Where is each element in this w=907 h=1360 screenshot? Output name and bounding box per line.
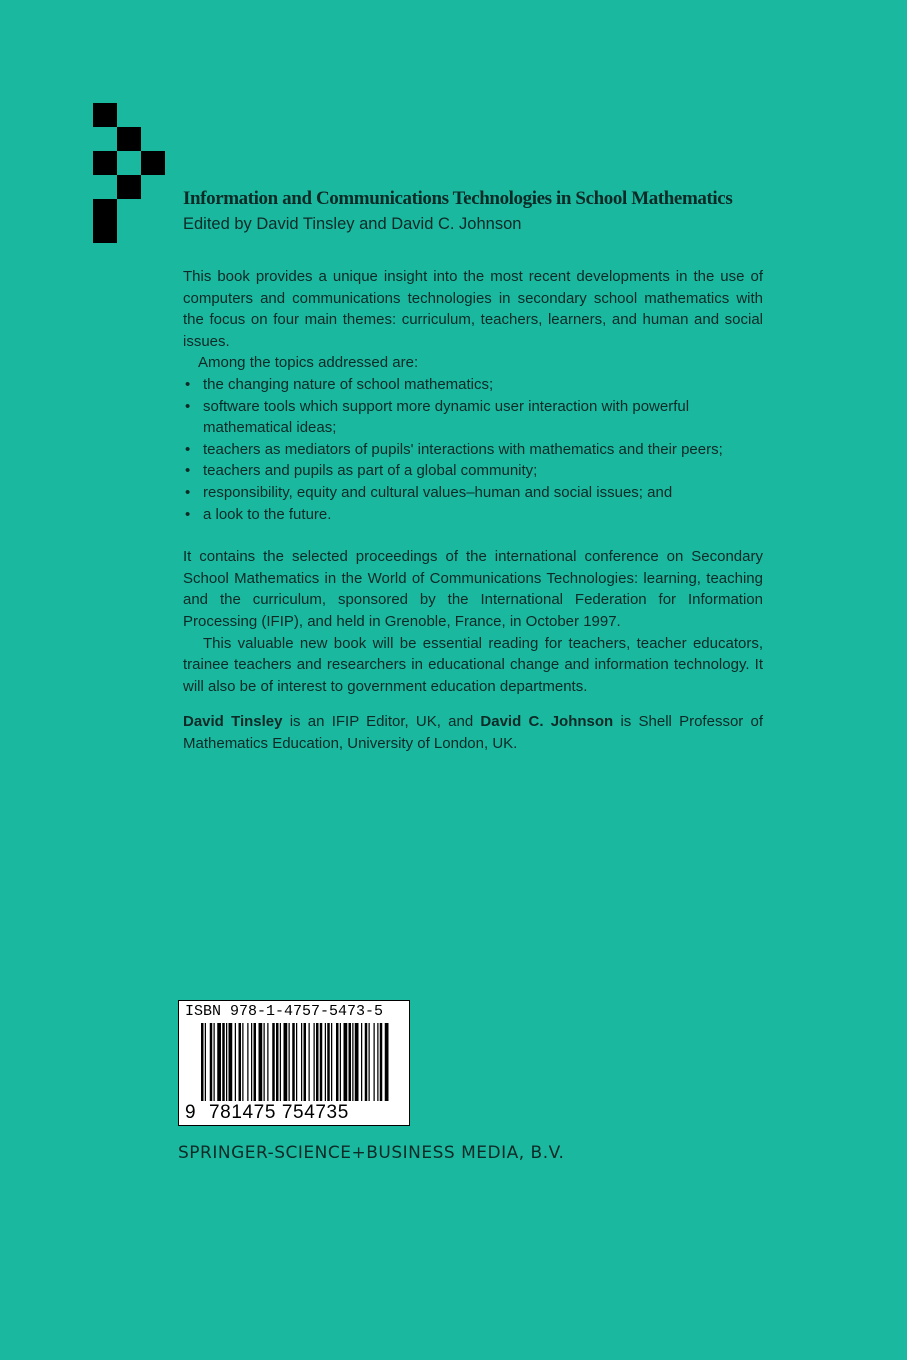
barcode-bars-icon bbox=[201, 1023, 391, 1101]
barcode-bar bbox=[301, 1023, 302, 1101]
book-editors: Edited by David Tinsley and David C. Johnson bbox=[183, 215, 522, 233]
topics-list bbox=[183, 374, 763, 525]
author-name-2: David C. Johnson bbox=[480, 713, 614, 731]
barcode-bar bbox=[309, 1023, 310, 1101]
barcode-bar bbox=[229, 1023, 233, 1101]
barcode-bar bbox=[259, 1023, 263, 1101]
barcode-bar bbox=[336, 1023, 339, 1101]
list-item: • the changing nature of school mathematics; bbox=[183, 374, 763, 396]
barcode-bar bbox=[247, 1023, 248, 1101]
barcode-bar bbox=[340, 1023, 341, 1101]
intro-paragraph: This book provides a unique insight into the most recent developments in the use of computers and communications technologies in secondary school mathematics with the focus on four main themes: curriculum, teachers, learners, and human and social issues. bbox=[183, 268, 763, 350]
barcode-bar bbox=[222, 1023, 225, 1101]
audience-paragraph: This valuable new book will be essential reading for teachers, teacher educators, trainee teachers and researchers in educational change and information technology. It will also be of interest to government education departments. bbox=[183, 634, 763, 695]
barcode-bar bbox=[292, 1023, 295, 1101]
publisher-logo-icon bbox=[93, 103, 165, 243]
barcode-bar bbox=[242, 1023, 243, 1101]
barcode-bar bbox=[344, 1023, 348, 1101]
book-title: Information and Communications Technologies in School Mathematics bbox=[183, 188, 733, 209]
barcode-bar bbox=[325, 1023, 326, 1101]
barcode-bar bbox=[205, 1023, 206, 1101]
barcode-bar bbox=[320, 1023, 323, 1101]
barcode-bar bbox=[280, 1023, 281, 1101]
list-item: • a look to the future. bbox=[183, 504, 763, 526]
barcode-bar bbox=[377, 1023, 378, 1101]
barcode-bar bbox=[235, 1023, 236, 1101]
barcode-bar bbox=[365, 1023, 368, 1101]
barcode-bar bbox=[289, 1023, 290, 1101]
publisher-name: SPRINGER-SCIENCE+BUSINESS MEDIA, B.V. bbox=[178, 1143, 565, 1163]
back-cover-text bbox=[183, 186, 763, 754]
barcode-bar bbox=[284, 1023, 288, 1101]
proceedings-paragraph: It contains the selected proceedings of the international conference on Secondary School Mathematics in the World of Communications Technologies: learning, teaching and the curriculum, sponsored by the International Federation for Information Processing (IFIP), and held in Grenoble, France, in October 1997. bbox=[183, 548, 763, 630]
author-bio-1: is an IFIP Editor, UK, and bbox=[282, 713, 481, 731]
barcode-bar bbox=[267, 1023, 268, 1101]
barcode-bar bbox=[316, 1023, 319, 1101]
author-bio-2: is Shell Professor of Mathematics Education, University of London, UK. bbox=[183, 713, 764, 752]
barcode-bar bbox=[251, 1023, 252, 1101]
author-name-1: David Tinsley bbox=[183, 713, 283, 731]
topics-intro: Among the topics addressed are: bbox=[198, 354, 419, 372]
barcode-bar bbox=[380, 1023, 383, 1101]
list-item: • teachers and pupils as part of a global community; bbox=[183, 460, 763, 482]
isbn-barcode bbox=[178, 1000, 410, 1126]
authors-paragraph bbox=[183, 711, 763, 754]
barcode-bar bbox=[374, 1023, 375, 1101]
barcode-bar bbox=[217, 1023, 221, 1101]
barcode-bar bbox=[276, 1023, 279, 1101]
barcode-bar bbox=[369, 1023, 370, 1101]
barcode-bar bbox=[314, 1023, 315, 1101]
list-item: • teachers as mediators of pupils' interactions with mathematics and their peers; bbox=[183, 439, 763, 461]
barcode-bar bbox=[355, 1023, 359, 1101]
barcode-bar bbox=[264, 1023, 265, 1101]
list-item: • software tools which support more dynamic user interaction with powerful mathematical ideas; bbox=[183, 396, 763, 439]
list-item: • responsibility, equity and cultural values–human and social issues; and bbox=[183, 482, 763, 504]
barcode-bar bbox=[210, 1023, 213, 1101]
barcode-digit-first: 9 bbox=[185, 1102, 196, 1123]
barcode-bar bbox=[352, 1023, 353, 1101]
barcode-bar bbox=[304, 1023, 307, 1101]
barcode-digits: 781475 754735 bbox=[209, 1102, 349, 1123]
barcode-bar bbox=[254, 1023, 257, 1101]
barcode-bar bbox=[296, 1023, 297, 1101]
barcode-bar bbox=[349, 1023, 352, 1101]
barcode-bar bbox=[385, 1023, 389, 1101]
barcode-bar bbox=[361, 1023, 362, 1101]
barcode-bar bbox=[214, 1023, 215, 1101]
barcode-bar bbox=[201, 1023, 204, 1101]
barcode-bar bbox=[239, 1023, 242, 1101]
isbn-label: ISBN 978-1-4757-5473-5 bbox=[185, 1003, 384, 1020]
barcode-bar bbox=[272, 1023, 275, 1101]
barcode-bar bbox=[327, 1023, 330, 1101]
barcode-bar bbox=[331, 1023, 332, 1101]
barcode-bar bbox=[226, 1023, 227, 1101]
